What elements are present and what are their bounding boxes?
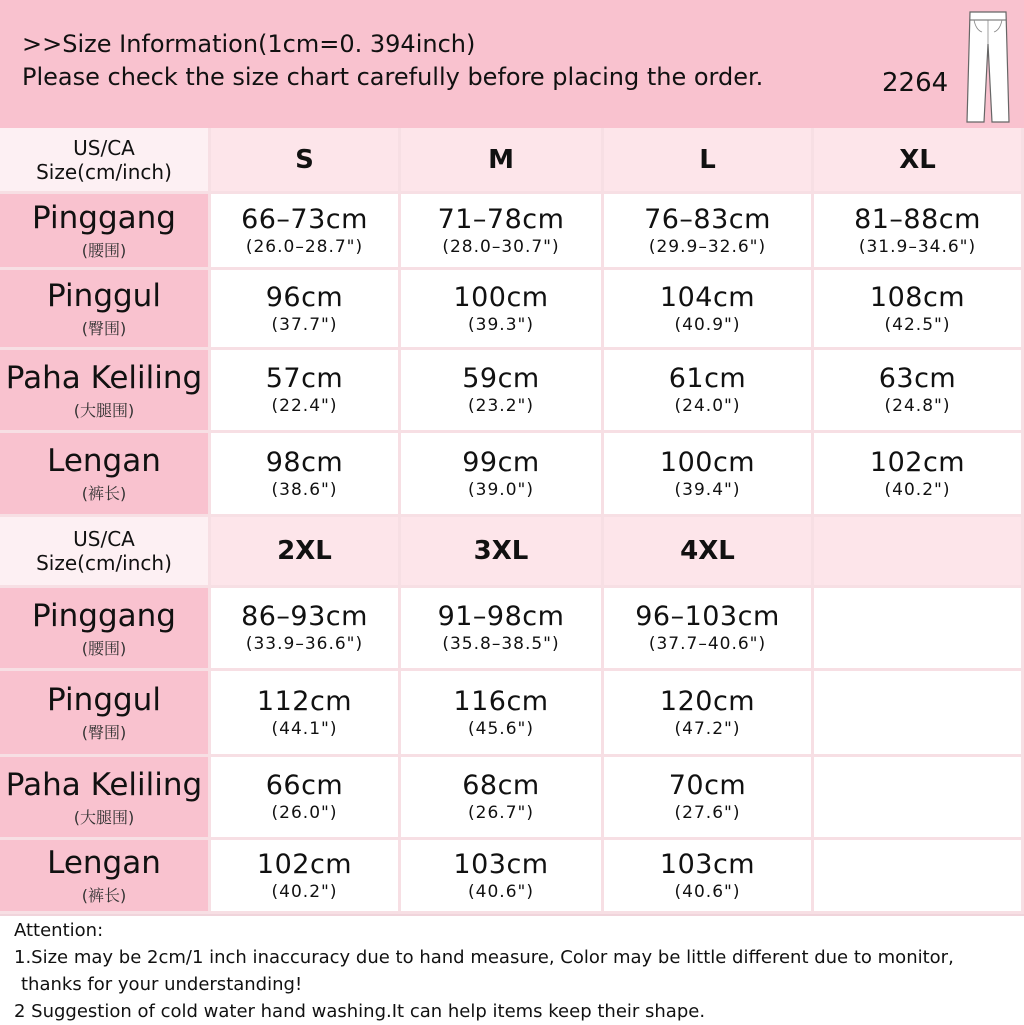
row-label-hip: Pinggul (臀围) xyxy=(0,270,211,350)
table-cell: 104cm (40.9") xyxy=(604,270,814,350)
size-column-header: XL xyxy=(814,128,1024,194)
table-cell: 103cm (40.6") xyxy=(604,840,814,914)
attention-note-1: 1.Size may be 2cm/1 inch inaccuracy due to hand measure, Color may be little different due to monitor, xyxy=(14,947,954,968)
table-cell: 70cm (27.6") xyxy=(604,757,814,840)
table-cell: 71–78cm (28.0–30.7") xyxy=(401,194,604,270)
size-column-header: M xyxy=(401,128,604,194)
row-label-length: Lengan (裤长) xyxy=(0,840,211,914)
size-column-header: S xyxy=(211,128,401,194)
attention-note-2: 2 Suggestion of cold water hand washing.It can help items keep their shape. xyxy=(14,1001,706,1022)
empty-cell xyxy=(814,588,1024,671)
table-cell: 59cm (23.2") xyxy=(401,350,604,433)
table-cell: 116cm (45.6") xyxy=(401,671,604,757)
table-cell: 103cm (40.6") xyxy=(401,840,604,914)
table-cell: 102cm (40.2") xyxy=(814,433,1024,517)
table-cell: 66cm (26.0") xyxy=(211,757,401,840)
table-cell: 57cm (22.4") xyxy=(211,350,401,433)
size-column-header: 3XL xyxy=(401,517,604,588)
table-cell: 108cm (42.5") xyxy=(814,270,1024,350)
size-info-instruction: Please check the size chart carefully before placing the order. xyxy=(22,63,764,91)
table-cell: 81–88cm (31.9–34.6") xyxy=(814,194,1024,270)
size-header-label: US/CA Size(cm/inch) xyxy=(0,517,211,588)
attention-notes xyxy=(14,917,1014,1025)
row-label-waist: Pinggang (腰围) xyxy=(0,588,211,671)
table-cell: 100cm (39.3") xyxy=(401,270,604,350)
attention-title: Attention: xyxy=(14,920,104,941)
size-column-header: 2XL xyxy=(211,517,401,588)
size-column-header: 4XL xyxy=(604,517,814,588)
empty-cell xyxy=(814,840,1024,914)
table-cell: 98cm (38.6") xyxy=(211,433,401,517)
row-label-waist: Pinggang (腰围) xyxy=(0,194,211,270)
table-cell: 112cm (44.1") xyxy=(211,671,401,757)
row-label-hip: Pinggul (臀围) xyxy=(0,671,211,757)
table-cell: 120cm (47.2") xyxy=(604,671,814,757)
table-cell: 91–98cm (35.8–38.5") xyxy=(401,588,604,671)
pants-icon xyxy=(962,8,1014,124)
empty-cell xyxy=(814,671,1024,757)
table-cell: 102cm (40.2") xyxy=(211,840,401,914)
size-header-label: US/CA Size(cm/inch) xyxy=(0,128,211,194)
row-label-thigh: Paha Keliling (大腿围) xyxy=(0,757,211,840)
table-cell: 99cm (39.0") xyxy=(401,433,604,517)
row-label-thigh: Paha Keliling (大腿围) xyxy=(0,350,211,433)
size-info-title: >>Size Information(1cm=0. 394inch) xyxy=(22,30,476,58)
table-cell: 96cm (37.7") xyxy=(211,270,401,350)
table-cell: 68cm (26.7") xyxy=(401,757,604,840)
table-cell: 66–73cm (26.0–28.7") xyxy=(211,194,401,270)
table-cell: 86–93cm (33.9–36.6") xyxy=(211,588,401,671)
size-chart-table xyxy=(0,128,1024,916)
table-cell: 76–83cm (29.9–32.6") xyxy=(604,194,814,270)
page-header xyxy=(0,0,1024,128)
row-label-length: Lengan (裤长) xyxy=(0,433,211,517)
table-cell: 63cm (24.8") xyxy=(814,350,1024,433)
product-code: 2264 xyxy=(882,68,949,98)
table-cell: 100cm (39.4") xyxy=(604,433,814,517)
table-cell: 96–103cm (37.7–40.6") xyxy=(604,588,814,671)
table-cell: 61cm (24.0") xyxy=(604,350,814,433)
empty-header-cell xyxy=(814,517,1024,588)
size-column-header: L xyxy=(604,128,814,194)
empty-cell xyxy=(814,757,1024,840)
attention-note-1-cont: thanks for your understanding! xyxy=(21,974,303,995)
